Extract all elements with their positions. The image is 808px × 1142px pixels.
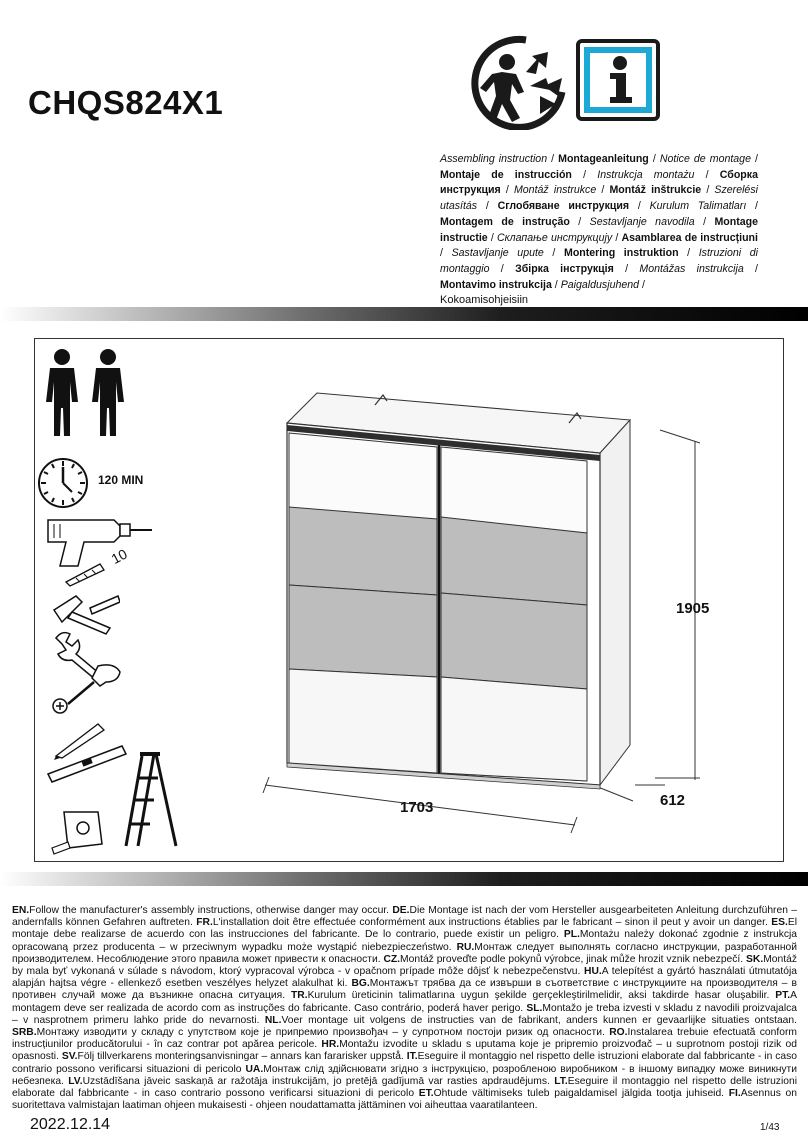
language-title: Sestavljanje navodila (589, 215, 695, 228)
language-code: FR. (196, 917, 213, 929)
clock-icon (36, 456, 90, 510)
language-title: Збірка інструкція (515, 262, 614, 275)
language-code: PL. (563, 929, 580, 941)
language-title: Instrukcja montażu (597, 168, 695, 181)
language-title: Montagem de instrução (440, 215, 570, 228)
language-code: UA. (245, 1063, 264, 1075)
language-title: Сглобяване инструкция (497, 200, 630, 213)
disclaimer-text: Montáž proveďte podle pokynů výrobce, jinak může hrozit vznik nebezpečí. (400, 953, 747, 965)
disclaimer-text: Монтажът трябва да се извърши в съответствие с инструкциите на производителя – в противен случай може да възникне опасна ситуация. (12, 978, 797, 1002)
bottom-divider-band (0, 872, 808, 886)
disclaimer-text: Die Montage ist nach der vom Hersteller ausgearbeiteten Anleitung durchzuführen – andernfalls können Gefahren auftreten. (12, 905, 797, 929)
language-title: Склапање инструкцију (497, 231, 613, 244)
language-code: RU. (456, 941, 475, 953)
disclaimer-text: L'installation doit être effectuée conformément aux instructions établies par le fabricant – sinon il peut y avoir un danger. (212, 917, 772, 929)
disclaimer-text: Eseguire il montaggio nel rispetto delle istruzioni elaborate dal fabbricante - in caso contrario possono verificarsi situazioni di pericolo (12, 1051, 797, 1075)
wardrobe-drawing (255, 375, 725, 835)
spirit-level-icon (44, 742, 128, 786)
drill-bit-icon (60, 542, 140, 588)
disclaimer-text: Follow the manufacturer's assembly instructions, otherwise danger may occur. (29, 905, 393, 916)
language-title: Montavimo instrukcija (440, 278, 552, 291)
disclaimer-text: A telepítést a gyártó használati útmutatója alapján hajtsa végre - ellenkező esetben veszélyes helyzet alakulhat ki. (12, 966, 797, 990)
disclaimer-text: Montažu izvodite u skladu s uputama koje je pripremio proizvođač – u suprotnom postoji rizik od opasnosti. (12, 1039, 797, 1063)
drill-size-label: 10 (108, 545, 130, 567)
disclaimer-text: Kurulum üreticinin talimatlarına uygun şekilde gerçekleştirilmelidir, aksi takdirde hasar oluşabilir. (307, 990, 776, 1002)
model-code: CHQS824X1 (28, 84, 224, 121)
tape-measure-icon (48, 808, 106, 856)
disclaimer-text: Montáž by mala byť vykonaná v súlade s návodom, ktorý vypracoval výrobca - v opačnom prípade môže dôjsť k nebezpečenstvu. (12, 953, 797, 978)
width-dimension: 1703 (400, 799, 434, 816)
disclaimer-text: Ohtude vältimiseks tuleb paigaldamisel jälgida tootja juhiseid. (433, 1088, 729, 1100)
language-code: NL. (264, 1014, 282, 1026)
language-title: Kurulum Talimatları (649, 200, 747, 213)
disclaimer-text: Eseguire il montaggio nel rispetto delle istruzioni elaborate dal fabbricante - in caso contrario possono verificarsi situazioni di pericolo (12, 1075, 797, 1100)
disclaimer-text: Montażu należy dokonać zgodnie z instrukcja opracowaną przez producenta – w przeciwnym wypadku może wystąpić niebezpieczeństwo. (12, 929, 798, 953)
release-date: 2022.12.14 (30, 1116, 111, 1133)
language-code: PT. (775, 990, 791, 1002)
disclaimer-text: Монтаж слід здійснювати згідно з інструкцією, розробленою виробником - в іншому випадку може виникнути небезпека. (12, 1063, 797, 1087)
page-number: 1/43 (760, 1122, 780, 1133)
language-title: Notice de montage (659, 153, 751, 165)
language-title: Assembling instruction (440, 153, 548, 165)
language-title: Istruzioni di montaggio (440, 247, 758, 275)
disclaimer-text: Följ tillverkarens monteringsanvisningar – annars kan fararisker uppstå. (77, 1051, 407, 1063)
screwdriver-icon (48, 660, 128, 720)
language-code: BG. (351, 978, 370, 990)
person-icon (90, 348, 126, 438)
language-code: SRB. (12, 1027, 37, 1039)
language-title: Szerelési utasítás (440, 184, 758, 213)
depth-dimension: 612 (660, 792, 686, 809)
height-dimension: 1905 (676, 600, 710, 617)
disclaimer-text: Voer montage uit volgens de instructies van de fabrikant, anders kunnen er gevaarlijke situaties ontstaan. (281, 1014, 797, 1026)
information-icon (576, 39, 660, 121)
language-title: Montáž inštrukcie (609, 184, 702, 197)
language-title: Sastavljanje upute (451, 247, 544, 260)
language-title: Montážas instrukcija (639, 262, 744, 275)
disclaimer-text: Instalarea trebuie efectuată conform instrucțiunilor producătorului - în caz contrar pot apărea pericole. (12, 1027, 797, 1051)
disclaimer-text: A montagem deve ser realizada de acordo com as instruções do fabricante. Caso contrário, poderá haver perigo. (12, 990, 797, 1014)
language-title: Сборка инструкция (440, 168, 758, 197)
disclaimer-text: Asennus on suoritettava valmistajan laatiman ohjeen mukaisesti - ohjeen noudattamatta jättäminen voi aiheuttaa vaaratilanteen. (12, 1088, 797, 1112)
language-code: CZ. (383, 953, 401, 965)
language-title: Montáž instrukce (513, 184, 597, 197)
language-code: ET. (418, 1088, 434, 1100)
language-list: Assembling instruction / Montageanleitung / Notice de montage / Montaje de instrucción / Instrukcja montażu / Сборка инструкция / Montáž instrukce / Montáž inštrukcie / Szerelési utasítás / Сглобяване инструкция / Kurulum Talimatları / Montagem de instrução / Sestavljanje navodila / Montage instructie / Склапање инструкцију / Asamblarea de instrucțiuni / Sastavljanje upute / Montering instruktion / Istruzioni di montaggio / Збірка інструкція / Montážas instrukcija / Montavimo instrukcija / Paigaldusjuhend / Kokoamisohjeisiin (440, 152, 758, 309)
language-code: HR. (321, 1039, 340, 1051)
disclaimer-text: Монтаж следует выполнять согласно инструкции, разработанной производителем. Несоблюдение этого правила может привести к опасности. (12, 941, 797, 965)
recycling-person-icon (466, 34, 568, 130)
language-title: Montage instructie (440, 215, 758, 244)
language-code: DE. (392, 905, 410, 916)
language-title: Montering instruktion (564, 247, 679, 260)
safety-disclaimer (12, 905, 797, 1112)
top-divider-band (0, 307, 808, 321)
language-code: SK. (746, 953, 764, 965)
person-icon (44, 348, 80, 438)
disclaimer-text: Montažo je treba izvesti v skladu z navodili proizvajalca – v nasprotnem primeru lahko pride do nevarnosti. (12, 1002, 797, 1026)
disclaimer-text: Монтажу изводити у складу с упутством које је припремио произвођач – у супротном постоји ризик од опасности. (36, 1027, 610, 1039)
language-title: Paigaldusjuhend (560, 278, 640, 291)
disclaimer-text: El montaje debe realizarse de acuerdo con las instrucciones del fabricante. De lo contrario, puede existir un peligro. (12, 917, 797, 941)
language-title: Montageanleitung (558, 153, 649, 165)
language-code: HU. (584, 966, 602, 978)
language-code: LT. (554, 1075, 568, 1087)
language-title: Asamblarea de instrucțiuni (621, 231, 758, 244)
disclaimer-text: Uzstādīšana jāveic saskaņā ar ražotāja instrukcijām, jo pretējā gadījumā var rasties apdraudējums. (82, 1075, 555, 1087)
language-code: TR. (290, 990, 308, 1002)
language-code: FI. (728, 1088, 741, 1100)
language-code: ES. (771, 917, 788, 929)
language-title: Kokoamisohjeisiin (440, 294, 529, 307)
assembly-time: 120 MIN (98, 473, 144, 487)
language-code: IT. (406, 1051, 418, 1063)
language-title: Montaje de instrucción (440, 168, 572, 181)
language-code: EN. (12, 905, 30, 916)
language-code: SV. (61, 1051, 78, 1063)
step-ladder-icon (120, 750, 180, 850)
language-code: LV. (68, 1075, 83, 1087)
language-code: SL. (526, 1002, 543, 1014)
language-code: RO. (609, 1027, 628, 1039)
